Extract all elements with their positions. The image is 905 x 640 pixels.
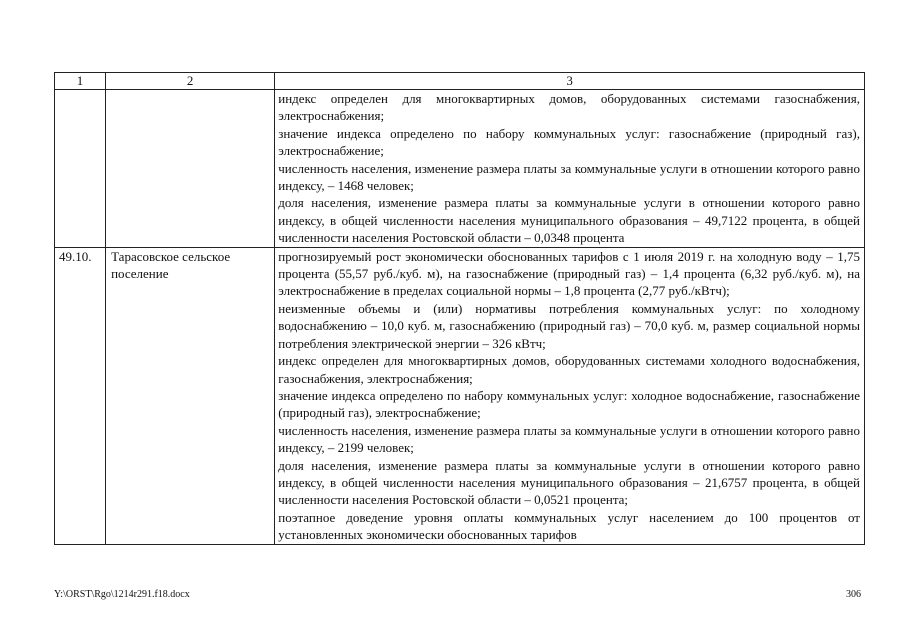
description-paragraph: численность населения, изменение размера платы за коммунальные услуги в отношении которого равно индексу, – 1468 человек;	[278, 160, 860, 194]
footer-file-path: Y:\ORST\Rgo\1214r291.f18.docx	[54, 589, 190, 600]
column-number-1: 1	[55, 73, 106, 90]
description-paragraph: индекс определен для многоквартирных домов, оборудованных системами газоснабжения, электроснабжения;	[278, 91, 860, 124]
description-paragraph: значение индекса определено по набору коммунальных услуг: газоснабжение (природный газ), электроснабжение;	[278, 125, 860, 159]
document-table	[54, 72, 865, 545]
description-cell	[275, 247, 865, 544]
description-paragraph: доля населения, изменение размера платы за коммунальные услуги в отношении которого равно индексу, в общей численности населения муниципального образования – 49,7122 процента, в общей численности населения Ростовской области – 0,0348 процента	[278, 195, 860, 246]
municipality-name-cell: Тарасовское сельское поселение	[106, 247, 275, 544]
description-paragraph: численность населения, изменение размера платы за коммунальные услуги в отношении которого равно индексу, – 2199 человек;	[278, 422, 860, 456]
footer-page-number: 306	[846, 589, 861, 600]
table-header-row	[55, 73, 865, 90]
column-number-2: 2	[106, 73, 275, 90]
description-paragraph: индекс определен для многоквартирных домов, оборудованных системами холодного водоснабжения, газоснабжения, электроснабжения;	[278, 353, 860, 386]
description-paragraph: неизменные объемы и (или) нормативы потребления коммунальных услуг: по холодному водоснабжению – 10,0 куб. м, газоснабжению (природный газ) – 70,0 куб. м, размер социальной нормы потребления электрической энергии – 326 кВтч;	[278, 300, 860, 351]
description-paragraph: поэтапное доведение уровня оплаты коммунальных услуг населением до 100 процентов от установленных экономически обоснованных тарифов	[278, 509, 860, 543]
table-row	[55, 247, 865, 544]
description-paragraph: прогнозируемый рост экономически обоснованных тарифов с 1 июля 2019 г. на холодную воду – 1,75 процента (55,57 руб./куб. м), на газоснабжение (природный газ) – 1,4 процента (6,32 руб./куб. м), на электроснабжение в пределах социальной нормы – 1,8 процента (2,77 руб./кВтч);	[278, 248, 860, 299]
row-number-cell: 49.10.	[55, 247, 106, 544]
table-row-continuation	[55, 90, 865, 248]
column-number-3: 3	[275, 73, 865, 90]
municipality-name-cell	[106, 90, 275, 248]
description-paragraph: доля населения, изменение размера платы за коммунальные услуги в отношении которого равно индексу, в общей численности населения муниципального образования – 21,6757 процента, в общей численности населения Ростовской области – 0,0521 процента;	[278, 457, 860, 508]
row-number-cell	[55, 90, 106, 248]
description-cell	[275, 90, 865, 248]
description-paragraph: значение индекса определено по набору коммунальных услуг: холодное водоснабжение, газоснабжение (природный газ), электроснабжение;	[278, 387, 860, 421]
